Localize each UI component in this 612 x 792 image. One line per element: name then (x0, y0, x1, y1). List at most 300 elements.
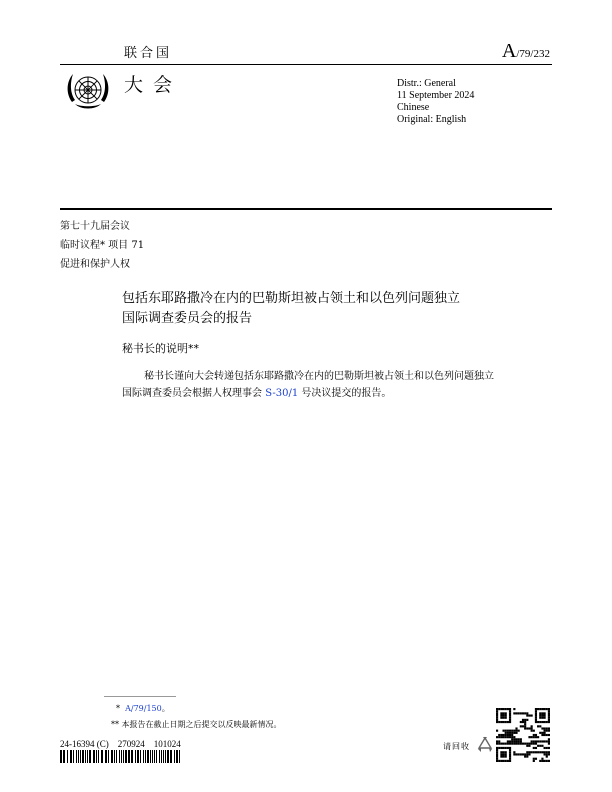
qr-module (505, 732, 507, 734)
barcode-bar (137, 750, 139, 763)
qr-module (533, 734, 535, 736)
qr-module (520, 740, 522, 742)
body-text-start: 秘书长谨向大会转递包括东耶路撒冷在内的巴勒斯坦被占领土和以色列问题独立国际调查委员会根据人权理事会 (122, 371, 494, 399)
qr-module (526, 712, 528, 714)
qr-module (507, 736, 509, 738)
qr-module (498, 736, 500, 738)
qr-module (548, 734, 550, 736)
qr-module (539, 717, 541, 719)
qr-module (531, 740, 533, 742)
qr-module (513, 751, 515, 753)
qr-module (541, 758, 543, 760)
barcode-bar (131, 750, 133, 763)
qr-module (546, 753, 548, 755)
qr-module (533, 760, 535, 762)
qr-module (505, 753, 507, 755)
qr-module (502, 751, 504, 753)
session-label: 第七十九届会议 (60, 221, 130, 232)
distribution-block (397, 78, 474, 126)
qr-module (502, 753, 504, 755)
qr-module (500, 734, 502, 736)
qr-module (535, 712, 537, 714)
qr-module (511, 736, 513, 738)
qr-module (502, 734, 504, 736)
qr-module (539, 712, 541, 714)
qr-module (511, 740, 513, 742)
qr-module (520, 738, 522, 740)
qr-module (520, 753, 522, 755)
qr-module (502, 714, 504, 716)
qr-module (546, 740, 548, 742)
qr-module (537, 725, 539, 727)
qr-module (498, 760, 500, 762)
qr-module (546, 760, 548, 762)
qr-module (522, 721, 524, 723)
barcode-bar (163, 750, 164, 763)
qr-module (502, 736, 504, 738)
qr-module (518, 743, 520, 745)
qr-module (502, 721, 504, 723)
qr-module (509, 756, 511, 758)
qr-module (528, 743, 530, 745)
barcode-bar (101, 750, 103, 763)
qr-module (522, 743, 524, 745)
distr-line: Distr.: General (397, 78, 456, 89)
qr-module (526, 753, 528, 755)
qr-module (518, 712, 520, 714)
barcode-bar (119, 750, 120, 763)
qr-module (544, 760, 546, 762)
barcode-bar (76, 750, 77, 763)
qr-module (544, 740, 546, 742)
qr-module (509, 760, 511, 762)
qr-module (505, 717, 507, 719)
barcode-bar (152, 750, 153, 763)
barcode-bar (170, 750, 172, 763)
qr-module (544, 727, 546, 729)
document-subtitle: 秘书长的说明** (122, 342, 199, 355)
qr-module (507, 743, 509, 745)
qr-module (496, 710, 498, 712)
qr-module (537, 708, 539, 710)
qr-module (544, 730, 546, 732)
qr-module (528, 751, 530, 753)
barcode-bar (174, 750, 175, 763)
section-rule (60, 208, 552, 210)
organ-name: 大会 (124, 74, 183, 96)
barcode-bar (154, 750, 155, 763)
qr-module (500, 753, 502, 755)
footnote-mark: ** (111, 720, 119, 729)
qr-module (502, 712, 504, 714)
qr-module (520, 712, 522, 714)
qr-module (513, 730, 515, 732)
qr-module (505, 751, 507, 753)
qr-module (524, 756, 526, 758)
qr-module (548, 727, 550, 729)
qr-module (496, 717, 498, 719)
barcode-bar (98, 750, 99, 763)
qr-module (544, 712, 546, 714)
qr-module (535, 734, 537, 736)
barcode-bar (128, 750, 130, 763)
qr-module (539, 751, 541, 753)
qr-module (509, 721, 511, 723)
qr-module (544, 717, 546, 719)
qr-module (515, 738, 517, 740)
qr-module (500, 751, 502, 753)
qr-module (548, 710, 550, 712)
qr-module (546, 727, 548, 729)
qr-module (513, 732, 515, 734)
qr-module (533, 736, 535, 738)
barcode-bar (63, 750, 65, 763)
barcode (60, 750, 182, 763)
recycle-label: 请回收 (443, 742, 470, 751)
agenda-item: 临时议程* 项目 71 (60, 240, 145, 251)
qr-module (546, 751, 548, 753)
barcode-bar (167, 750, 169, 763)
footnote-1 (116, 703, 170, 714)
qr-module (544, 721, 546, 723)
qr-module (546, 747, 548, 749)
qr-module (548, 751, 550, 753)
document-title (122, 289, 502, 329)
qr-module (511, 730, 513, 732)
qr-module (548, 712, 550, 714)
qr-module (496, 712, 498, 714)
qr-module (526, 743, 528, 745)
qr-module (528, 753, 530, 755)
qr-module (524, 725, 526, 727)
qr-module (528, 714, 530, 716)
qr-module (515, 727, 517, 729)
symbol-rest: /79/232 (516, 48, 550, 60)
qr-module (535, 740, 537, 742)
distr-date: 11 September 2024 (397, 90, 475, 101)
qr-module (533, 740, 535, 742)
qr-module (546, 734, 548, 736)
barcode-bar (145, 750, 146, 763)
qr-module (500, 756, 502, 758)
qr-module (505, 730, 507, 732)
barcode-bar (67, 750, 68, 763)
qr-module (548, 708, 550, 710)
qr-module (544, 753, 546, 755)
qr-module (526, 756, 528, 758)
qr-module (548, 717, 550, 719)
qr-module (505, 760, 507, 762)
qr-module (509, 734, 511, 736)
qr-module (524, 719, 526, 721)
qr-module (505, 721, 507, 723)
qr-module (539, 721, 541, 723)
qr-module (548, 714, 550, 716)
qr-module (541, 712, 543, 714)
qr-module (496, 730, 498, 732)
qr-module (505, 708, 507, 710)
qr-module (535, 714, 537, 716)
qr-module (509, 717, 511, 719)
qr-module (522, 725, 524, 727)
qr-module (524, 721, 526, 723)
qr-module (500, 708, 502, 710)
barcode-bar (93, 750, 95, 763)
qr-module (509, 714, 511, 716)
qr-module (533, 758, 535, 760)
qr-module (546, 730, 548, 732)
qr-module (505, 734, 507, 736)
qr-module (500, 743, 502, 745)
resolution-link[interactable]: S-30/1 (265, 388, 299, 399)
qr-code (496, 708, 550, 762)
qr-module (531, 725, 533, 727)
qr-module (541, 717, 543, 719)
qr-module (511, 732, 513, 734)
qr-module (541, 734, 543, 736)
distr-original: Original: English (397, 114, 467, 125)
barcode-bar (73, 750, 74, 763)
qr-module (535, 751, 537, 753)
qr-module (518, 738, 520, 740)
qr-module (502, 717, 504, 719)
barcode-bar (179, 750, 180, 763)
qr-module (544, 714, 546, 716)
qr-module (539, 725, 541, 727)
barcode-bar (85, 750, 86, 763)
qr-module (507, 747, 509, 749)
qr-module (539, 740, 541, 742)
qr-module (496, 714, 498, 716)
symbol-prefix: A (501, 40, 517, 62)
qr-module (524, 727, 526, 729)
qr-module (537, 736, 539, 738)
document-symbol (502, 40, 550, 63)
qr-module (528, 745, 530, 747)
qr-module (535, 743, 537, 745)
qr-module (541, 745, 543, 747)
barcode-bar (161, 750, 162, 763)
qr-module (518, 753, 520, 755)
qr-module (513, 712, 515, 714)
qr-module (496, 756, 498, 758)
qr-module (509, 708, 511, 710)
qr-module (505, 736, 507, 738)
qr-module (524, 753, 526, 755)
qr-module (539, 714, 541, 716)
qr-module (515, 753, 517, 755)
qr-module (513, 743, 515, 745)
qr-module (496, 708, 498, 710)
qr-module (531, 714, 533, 716)
qr-module (526, 714, 528, 716)
qr-module (515, 740, 517, 742)
barcode-bar (116, 750, 117, 763)
org-name: 联合国 (124, 46, 173, 61)
qr-module (500, 721, 502, 723)
barcode-bar (114, 750, 115, 763)
qr-module (498, 743, 500, 745)
qr-module (498, 747, 500, 749)
qr-module (546, 721, 548, 723)
qr-module (544, 732, 546, 734)
qr-module (502, 747, 504, 749)
qr-module (548, 730, 550, 732)
footnote-link[interactable]: A/79/150 (125, 704, 162, 713)
qr-module (513, 738, 515, 740)
qr-module (531, 727, 533, 729)
body-text-end: 号决议提交的报告。 (298, 388, 392, 399)
qr-module (541, 708, 543, 710)
qr-module (548, 760, 550, 762)
qr-module (509, 758, 511, 760)
qr-module (546, 756, 548, 758)
header-rule (60, 64, 552, 65)
qr-module (520, 743, 522, 745)
qr-module (544, 747, 546, 749)
qr-module (548, 743, 550, 745)
title-line: 国际调查委员会的报告 (122, 311, 253, 326)
qr-module (498, 740, 500, 742)
barcode-bar (156, 750, 157, 763)
qr-module (496, 751, 498, 753)
qr-module (541, 727, 543, 729)
qr-module (509, 736, 511, 738)
qr-module (509, 753, 511, 755)
qr-module (539, 732, 541, 734)
qr-module (535, 717, 537, 719)
qr-module (531, 751, 533, 753)
qr-module (535, 710, 537, 712)
qr-module (509, 710, 511, 712)
qr-module (539, 708, 541, 710)
qr-module (515, 743, 517, 745)
qr-module (496, 753, 498, 755)
footnote-text: 本报告在截止日期之后提交以反映最新情况。 (121, 720, 282, 729)
qr-module (537, 751, 539, 753)
topic-label: 促进和保护人权 (60, 259, 130, 270)
qr-module (505, 743, 507, 745)
barcode-bar (78, 750, 79, 763)
qr-module (509, 719, 511, 721)
barcode-bar (82, 750, 84, 763)
qr-module (498, 708, 500, 710)
qr-module (509, 740, 511, 742)
qr-module (509, 751, 511, 753)
qr-module (515, 730, 517, 732)
qr-module (513, 740, 515, 742)
qr-module (524, 723, 526, 725)
qr-module (541, 721, 543, 723)
barcode-bar (96, 750, 97, 763)
qr-module (546, 708, 548, 710)
qr-module (496, 721, 498, 723)
footnote-mark: * (116, 704, 120, 713)
qr-module (509, 730, 511, 732)
qr-module (513, 708, 515, 710)
qr-module (522, 712, 524, 714)
qr-module (500, 712, 502, 714)
qr-module (496, 740, 498, 742)
qr-module (537, 721, 539, 723)
barcode-bar (87, 750, 88, 763)
qr-module (537, 745, 539, 747)
qr-module (548, 721, 550, 723)
barcode-bar (60, 750, 62, 763)
qr-module (539, 745, 541, 747)
qr-module (505, 714, 507, 716)
qr-module (496, 747, 498, 749)
barcode-bar (89, 750, 91, 763)
qr-module (500, 736, 502, 738)
qr-module (502, 743, 504, 745)
qr-module (535, 758, 537, 760)
qr-module (520, 721, 522, 723)
qr-module (528, 736, 530, 738)
qr-module (513, 753, 515, 755)
qr-module (496, 743, 498, 745)
barcode-bar (147, 750, 149, 763)
distr-language: Chinese (397, 102, 430, 113)
qr-module (537, 740, 539, 742)
un-emblem-icon (62, 68, 114, 114)
barcode-bar (150, 750, 151, 763)
qr-module (500, 717, 502, 719)
qr-module (509, 712, 511, 714)
qr-module (502, 756, 504, 758)
qr-module (524, 743, 526, 745)
qr-module (541, 714, 543, 716)
qr-module (531, 730, 533, 732)
qr-module (507, 708, 509, 710)
qr-module (522, 719, 524, 721)
barcode-bar (176, 750, 178, 763)
qr-module (507, 730, 509, 732)
qr-module (548, 747, 550, 749)
qr-module (496, 719, 498, 721)
barcode-bar (143, 750, 144, 763)
qr-module (496, 758, 498, 760)
qr-module (548, 753, 550, 755)
qr-module (515, 732, 517, 734)
qr-module (511, 743, 513, 745)
barcode-bar (111, 750, 113, 763)
recycle-icon (476, 736, 494, 756)
barcode-bar (135, 750, 136, 763)
qr-module (524, 712, 526, 714)
qr-module (548, 738, 550, 740)
qr-module (548, 740, 550, 742)
qr-module (500, 747, 502, 749)
qr-module (507, 760, 509, 762)
qr-module (498, 734, 500, 736)
footnote-2 (111, 719, 282, 730)
barcode-bar (70, 750, 72, 763)
qr-module (496, 736, 498, 738)
qr-module (539, 760, 541, 762)
qr-module (544, 734, 546, 736)
qr-module (535, 736, 537, 738)
footnote-end: 。 (161, 704, 170, 713)
qr-module (509, 732, 511, 734)
title-line: 包括东耶路撒冷在内的巴勒斯坦被占领土和以色列问题独立 (122, 291, 461, 306)
qr-module (505, 747, 507, 749)
qr-module (507, 721, 509, 723)
qr-module (541, 732, 543, 734)
qr-module (541, 760, 543, 762)
qr-module (502, 730, 504, 732)
qr-module (518, 740, 520, 742)
